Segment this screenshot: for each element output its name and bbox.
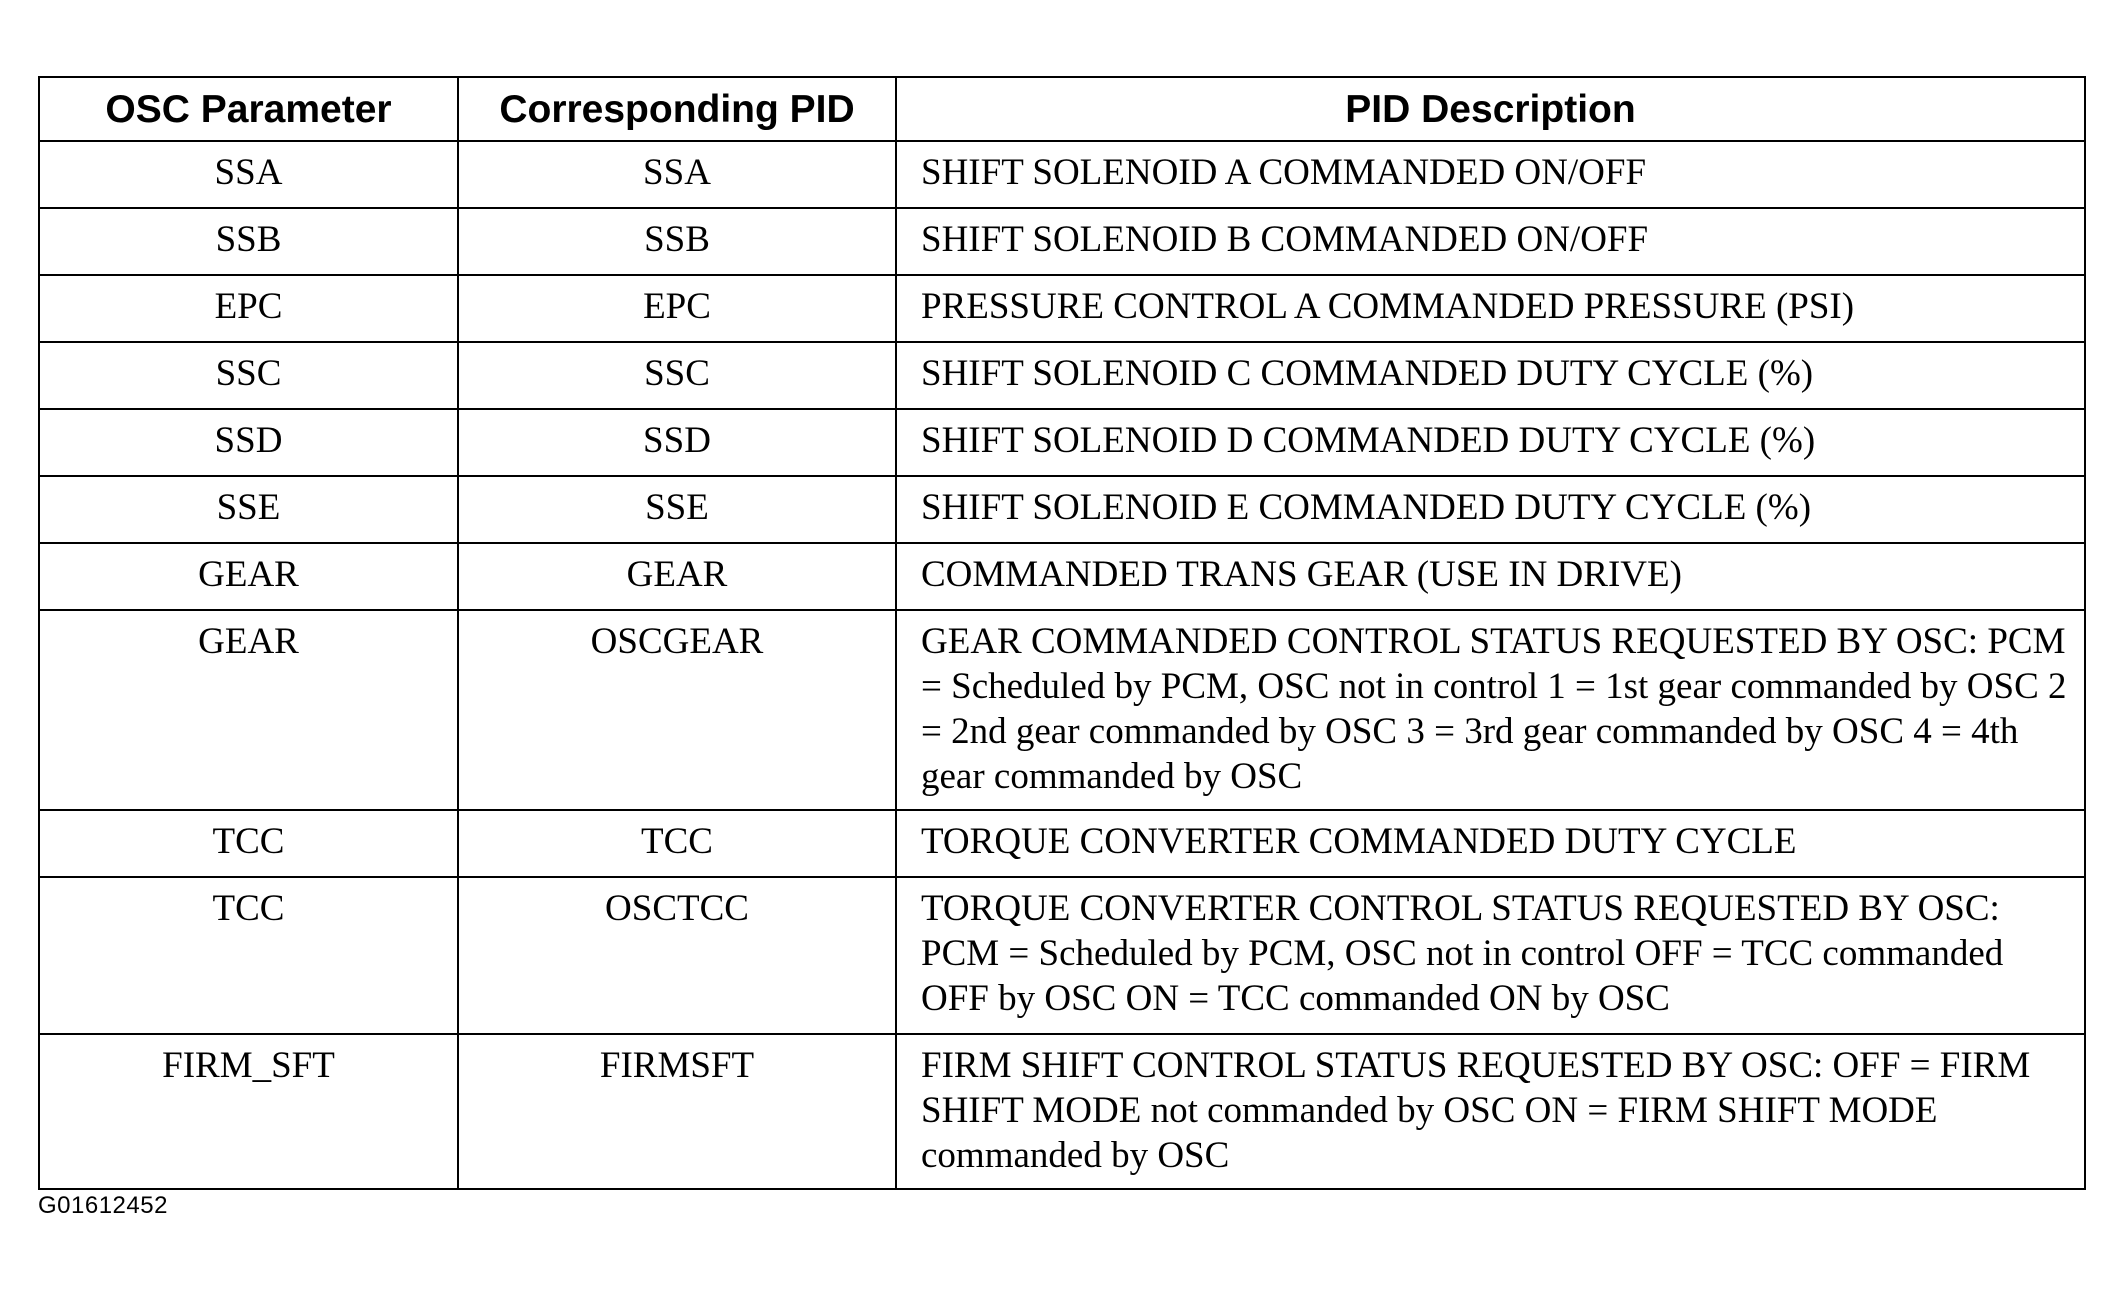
pid-description-cell: PRESSURE CONTROL A COMMANDED PRESSURE (PSI) — [896, 275, 2085, 342]
table-row — [39, 543, 2085, 610]
table-row — [39, 208, 2085, 275]
table-row — [39, 810, 2085, 877]
osc-parameter-cell: SSC — [39, 342, 458, 409]
pid-cell: SSA — [458, 141, 896, 208]
pid-cell: SSE — [458, 476, 896, 543]
osc-parameter-cell: TCC — [39, 810, 458, 877]
table-row — [39, 141, 2085, 208]
header-osc-parameter: OSC Parameter — [39, 77, 458, 141]
pid-description-cell: COMMANDED TRANS GEAR (USE IN DRIVE) — [896, 543, 2085, 610]
table-row — [39, 409, 2085, 476]
pid-description-cell: TORQUE CONVERTER CONTROL STATUS REQUESTED BY OSC: PCM = Scheduled by PCM, OSC not in control OFF = TCC commanded OFF by OSC ON = TCC commanded ON by OSC — [896, 877, 2085, 1034]
osc-parameter-table — [38, 76, 2086, 1190]
pid-cell: SSB — [458, 208, 896, 275]
osc-parameter-cell: GEAR — [39, 610, 458, 810]
osc-parameter-cell: TCC — [39, 877, 458, 1034]
pid-description-cell: SHIFT SOLENOID E COMMANDED DUTY CYCLE (%) — [896, 476, 2085, 543]
pid-description-cell: SHIFT SOLENOID C COMMANDED DUTY CYCLE (%) — [896, 342, 2085, 409]
pid-cell: TCC — [458, 810, 896, 877]
table-row — [39, 342, 2085, 409]
pid-description-cell: SHIFT SOLENOID A COMMANDED ON/OFF — [896, 141, 2085, 208]
pid-description-cell: FIRM SHIFT CONTROL STATUS REQUESTED BY OSC: OFF = FIRM SHIFT MODE not commanded by OSC ON = FIRM SHIFT MODE commanded by OSC — [896, 1034, 2085, 1189]
table-row — [39, 877, 2085, 1034]
osc-parameter-cell: SSB — [39, 208, 458, 275]
osc-parameter-cell: SSD — [39, 409, 458, 476]
table-row — [39, 275, 2085, 342]
pid-cell: EPC — [458, 275, 896, 342]
pid-description-cell: TORQUE CONVERTER COMMANDED DUTY CYCLE — [896, 810, 2085, 877]
pid-cell: OSCGEAR — [458, 610, 896, 810]
table-row — [39, 610, 2085, 810]
figure-id: G01612452 — [38, 1192, 168, 1219]
osc-parameter-cell: EPC — [39, 275, 458, 342]
pid-cell: SSC — [458, 342, 896, 409]
pid-cell: SSD — [458, 409, 896, 476]
osc-parameter-cell: SSA — [39, 141, 458, 208]
pid-cell: OSCTCC — [458, 877, 896, 1034]
table-header-row — [39, 77, 2085, 141]
header-pid-description: PID Description — [896, 77, 2085, 141]
pid-cell: FIRMSFT — [458, 1034, 896, 1189]
pid-description-cell: GEAR COMMANDED CONTROL STATUS REQUESTED BY OSC: PCM = Scheduled by PCM, OSC not in control 1 = 1st gear commanded by OSC 2 = 2nd gear commanded by OSC 3 = 3rd gear commanded by OSC 4 = 4th gear commanded by OSC — [896, 610, 2085, 810]
table-row — [39, 1034, 2085, 1189]
pid-description-cell: SHIFT SOLENOID B COMMANDED ON/OFF — [896, 208, 2085, 275]
osc-parameter-cell: GEAR — [39, 543, 458, 610]
osc-parameter-cell: SSE — [39, 476, 458, 543]
pid-cell: GEAR — [458, 543, 896, 610]
pid-description-cell: SHIFT SOLENOID D COMMANDED DUTY CYCLE (%) — [896, 409, 2085, 476]
osc-parameter-cell: FIRM_SFT — [39, 1034, 458, 1189]
header-corresponding-pid: Corresponding PID — [458, 77, 896, 141]
table-row — [39, 476, 2085, 543]
